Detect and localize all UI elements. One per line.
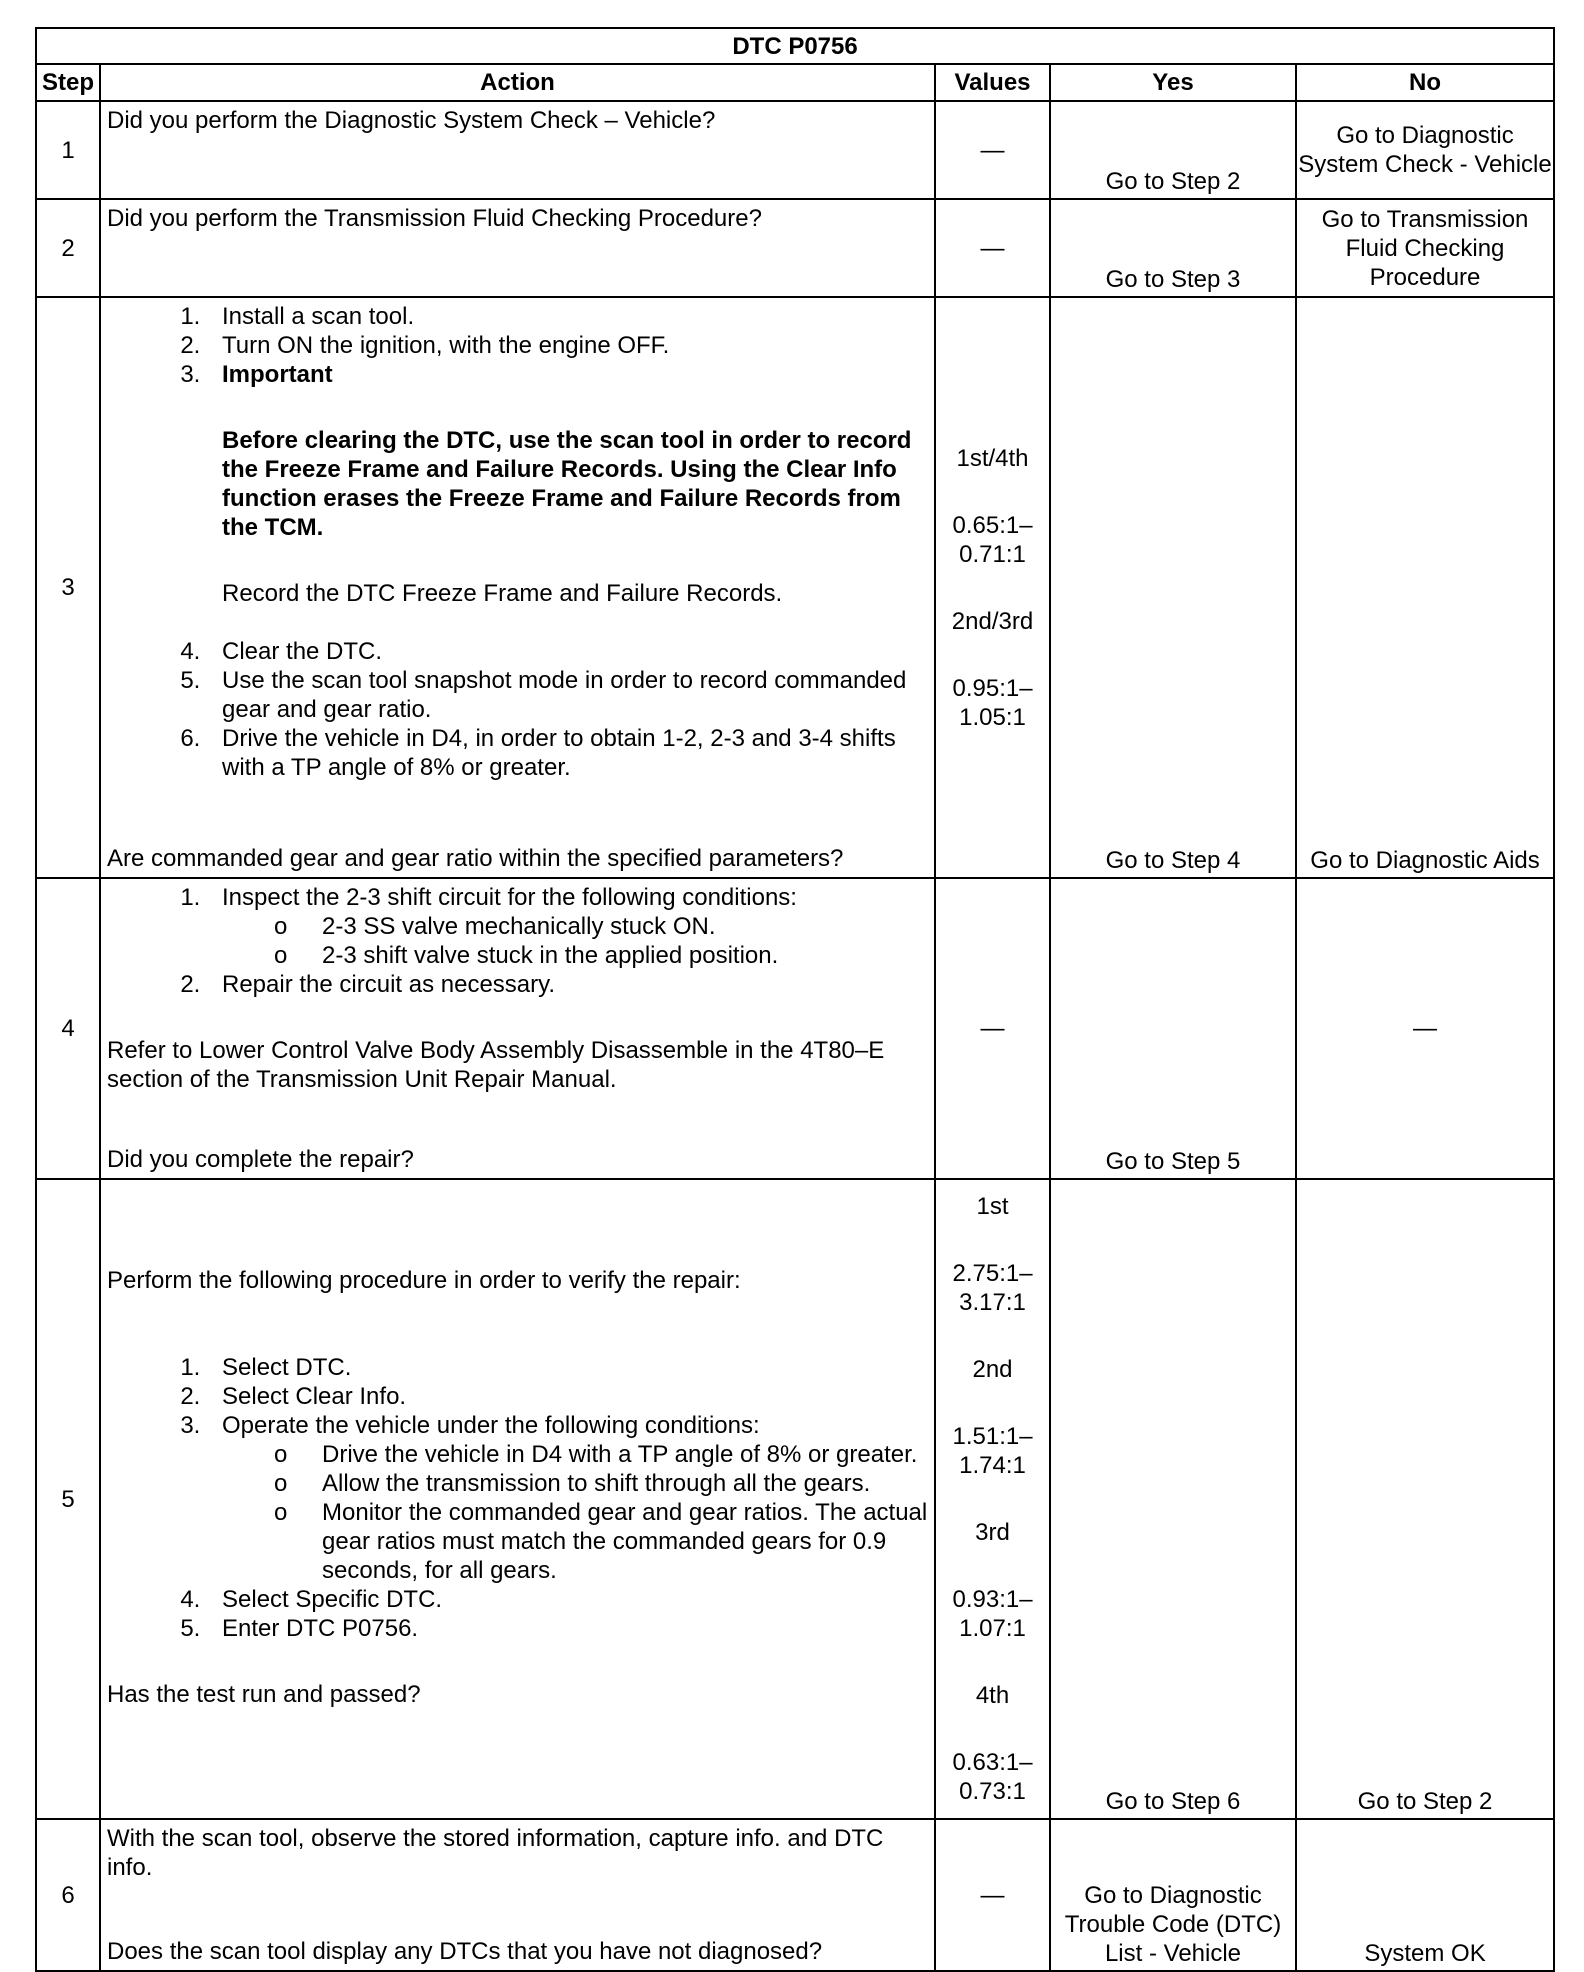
action-cell bbox=[100, 1819, 935, 1971]
step-number: 5 bbox=[36, 1179, 100, 1819]
step-number: 6 bbox=[36, 1819, 100, 1971]
no-link: — bbox=[1296, 878, 1554, 1179]
list-item: 5. Enter DTC P0756. bbox=[207, 1614, 928, 1643]
table-row bbox=[36, 878, 1554, 1179]
question: Did you complete the repair? bbox=[107, 1146, 414, 1173]
step-number: 1 bbox=[36, 101, 100, 199]
sub-item: o 2-3 SS valve mechanically stuck ON. bbox=[322, 912, 928, 941]
values-cell: — bbox=[935, 878, 1050, 1179]
ratio-range: 0.95:1–1.05:1 bbox=[952, 674, 1033, 731]
no-link[interactable]: Go to Diagnostic Aids bbox=[1296, 297, 1554, 878]
action-cell bbox=[100, 297, 935, 878]
step-number: 2 bbox=[36, 199, 100, 297]
yes-link[interactable]: Go to Diagnostic Trouble Code (DTC) List - Vehicle bbox=[1050, 1819, 1296, 1971]
list-item: 4. Clear the DTC. bbox=[207, 637, 928, 666]
list-item bbox=[207, 360, 928, 637]
table-title: DTC P0756 bbox=[36, 28, 1554, 64]
gear-label: 4th bbox=[975, 1682, 1010, 1709]
no-link: System OK bbox=[1296, 1819, 1554, 1971]
list-item-text: Operate the vehicle under the following conditions: bbox=[222, 1412, 760, 1439]
values-cell bbox=[935, 1179, 1050, 1819]
step-number: 3 bbox=[36, 297, 100, 878]
question: Did you perform the Diagnostic System Check – Vehicle? bbox=[107, 107, 716, 134]
gear-label: 1st/4th bbox=[956, 444, 1029, 472]
important-note: Before clearing the DTC, use the scan tool in order to record the Freeze Frame and Failure Records. Using the Clear Info function erases the Freeze Frame and Failure Records from the TCM. bbox=[222, 427, 912, 541]
list-item: 5. Use the scan tool snapshot mode in order to record commanded gear and gear ratio. bbox=[207, 666, 928, 724]
instruction: With the scan tool, observe the stored information, capture info. and DTC info. bbox=[107, 1825, 884, 1881]
list-item bbox=[207, 1411, 928, 1585]
yes-link[interactable]: Go to Step 3 bbox=[1050, 199, 1296, 297]
question: Has the test run and passed? bbox=[107, 1681, 421, 1708]
sub-list bbox=[222, 1440, 928, 1585]
step-number: 4 bbox=[36, 878, 100, 1179]
values-cell: — bbox=[935, 199, 1050, 297]
step-list bbox=[107, 1353, 928, 1643]
ratio-range: 1.51:1–1.74:1 bbox=[952, 1423, 1033, 1479]
step-list bbox=[107, 302, 928, 782]
list-item: 2. Turn ON the ignition, with the engine OFF. bbox=[207, 331, 928, 360]
yes-link[interactable]: Go to Step 5 bbox=[1050, 878, 1296, 1179]
list-item: 2. Repair the circuit as necessary. bbox=[207, 970, 928, 999]
action-cell bbox=[100, 101, 935, 199]
gear-label: 2nd/3rd bbox=[951, 607, 1034, 635]
list-item-text: Inspect the 2-3 shift circuit for the following conditions: bbox=[222, 884, 797, 911]
question: Does the scan tool display any DTCs that you have not diagnosed? bbox=[107, 1938, 823, 1965]
action-cell bbox=[100, 878, 935, 1179]
ratio-range: 0.63:1–0.73:1 bbox=[952, 1749, 1033, 1805]
header-values: Values bbox=[935, 64, 1050, 101]
list-item: 1. Install a scan tool. bbox=[207, 302, 928, 331]
list-item: 6. Drive the vehicle in D4, in order to obtain 1-2, 2-3 and 3-4 shifts with a TP angle of 8% or greater. bbox=[207, 724, 928, 782]
no-link[interactable]: Go to Diagnostic System Check - Vehicle bbox=[1296, 101, 1554, 199]
reference-note: Refer to Lower Control Valve Body Assembly Disassemble in the 4T80–E section of the Transmission Unit Repair Manual. bbox=[107, 1037, 885, 1093]
action-cell bbox=[100, 199, 935, 297]
sub-item: o 2-3 shift valve stuck in the applied position. bbox=[322, 941, 928, 970]
sub-list bbox=[222, 912, 928, 970]
no-link[interactable]: Go to Step 2 bbox=[1296, 1179, 1554, 1819]
record-instruction: Record the DTC Freeze Frame and Failure Records. bbox=[222, 580, 783, 607]
important-label: 3. Important bbox=[222, 361, 333, 388]
yes-link[interactable]: Go to Step 4 bbox=[1050, 297, 1296, 878]
header-step: Step bbox=[36, 64, 100, 101]
header-no: No bbox=[1296, 64, 1554, 101]
list-item: 2. Select Clear Info. bbox=[207, 1382, 928, 1411]
gear-label: 1st bbox=[976, 1193, 1009, 1220]
action-cell bbox=[100, 1179, 935, 1819]
list-item: 1. Select DTC. bbox=[207, 1353, 928, 1382]
list-item: 4. Select Specific DTC. bbox=[207, 1585, 928, 1614]
table-row bbox=[36, 101, 1554, 199]
sub-item: o Allow the transmission to shift through all the gears. bbox=[322, 1469, 928, 1498]
gear-label: 2nd bbox=[972, 1356, 1013, 1383]
procedure-intro: Perform the following procedure in order to verify the repair: bbox=[107, 1267, 741, 1294]
yes-link[interactable]: Go to Step 2 bbox=[1050, 101, 1296, 199]
gear-label: 3rd bbox=[975, 1519, 1010, 1546]
list-item bbox=[207, 883, 928, 970]
question: Did you perform the Transmission Fluid Checking Procedure? bbox=[107, 205, 762, 232]
ratio-range: 2.75:1–3.17:1 bbox=[952, 1260, 1033, 1316]
values-cell: — bbox=[935, 1819, 1050, 1971]
table-row bbox=[36, 297, 1554, 878]
table-row bbox=[36, 199, 1554, 297]
dtc-table bbox=[35, 27, 1555, 1972]
header-action: Action bbox=[100, 64, 935, 101]
ratio-range: 0.65:1–0.71:1 bbox=[952, 511, 1033, 568]
yes-link[interactable]: Go to Step 6 bbox=[1050, 1179, 1296, 1819]
step-list bbox=[107, 883, 928, 999]
values-cell bbox=[935, 297, 1050, 878]
values-cell: — bbox=[935, 101, 1050, 199]
table-row bbox=[36, 1179, 1554, 1819]
sub-item: o Drive the vehicle in D4 with a TP angle of 8% or greater. bbox=[322, 1440, 928, 1469]
table-row bbox=[36, 1819, 1554, 1971]
question: Are commanded gear and gear ratio within the specified parameters? bbox=[107, 845, 844, 872]
header-yes: Yes bbox=[1050, 64, 1296, 101]
sub-item: o Monitor the commanded gear and gear ratios. The actual gear ratios must match the commanded gears for 0.9 seconds, for all gears. bbox=[322, 1498, 928, 1585]
ratio-range: 0.93:1–1.07:1 bbox=[952, 1586, 1033, 1642]
no-link[interactable]: Go to Transmission Fluid Checking Procedure bbox=[1296, 199, 1554, 297]
